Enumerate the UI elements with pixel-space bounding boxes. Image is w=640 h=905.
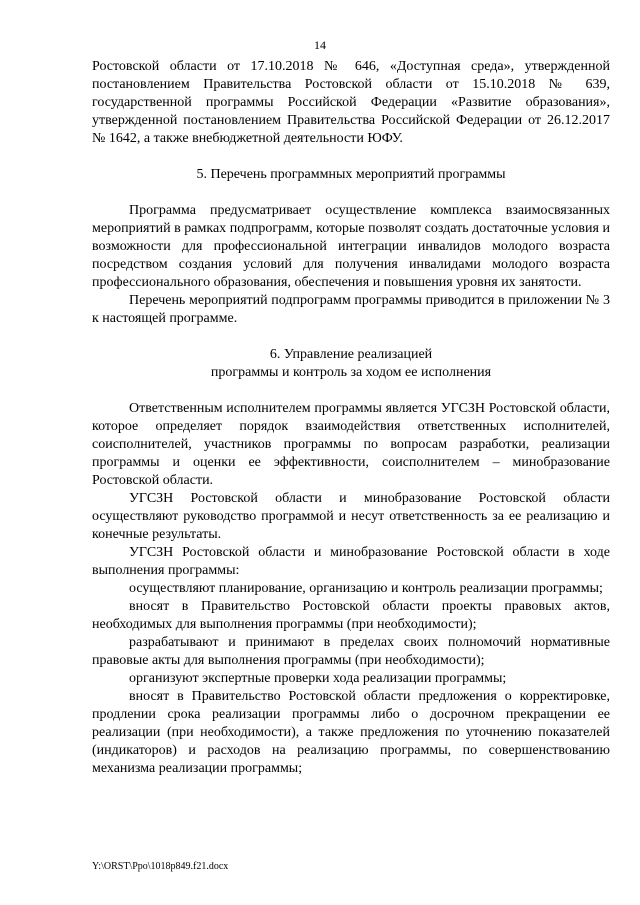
section-5-paragraph: Перечень мероприятий подпрограмм программы приводится в приложении № 3 к настоящей программе. (92, 293, 610, 326)
section-6-heading-line-1: 6. Управление реализацией (269, 347, 433, 362)
section-6-heading-line-2: программы и контроль за ходом ее исполнения (210, 365, 492, 380)
section-6-paragraph: УГСЗН Ростовской области и минобразование Ростовской области осуществляют руководство программой и несут ответственность за ее реализацию и конечные результаты. (92, 491, 610, 542)
section-6-heading (92, 346, 610, 382)
section-6-list-item: осуществляют планирование, организацию и контроль реализации программы; (129, 581, 603, 596)
section-6-paragraph: Ответственным исполнителем программы является УГСЗН Ростовской области, которое определяет порядок взаимодействия ответственных исполнителей, соисполнителей, участников программы по вопросам разработки, реализации программы и оценки ее эффективности, соисполнителем – минобразование Ростовской области. (92, 401, 610, 488)
section-5-heading: 5. Перечень программных мероприятий программы (196, 167, 506, 182)
section-6-list-item: вносят в Правительство Ростовской области проекты правовых актов, необходимых для выполнения программы (при необходимости); (92, 599, 610, 632)
page-number: 14 (314, 38, 326, 52)
section-6-list-item: организуют экспертные проверки хода реализации программы; (129, 671, 507, 686)
footer-file-path: Y:\ORST\Ppo\1018p849.f21.docx (92, 861, 229, 872)
section-6-list-item: вносят в Правительство Ростовской области предложения о корректировке, продлении срока реализации программы либо о досрочном прекращении ее реализации (при необходимости), а также предложения по уточнению показателей (индикаторов) и расходов на реализацию программы, по совершенствованию механизма реализации программы; (92, 689, 610, 776)
section-6-paragraph: УГСЗН Ростовской области и минобразование Ростовской области в ходе выполнения программы: (92, 545, 610, 578)
section-5-paragraph: Программа предусматривает осуществление комплекса взаимосвязанных мероприятий в рамках подпрограмм, которые позволят создать достаточные условия и возможности для профессиональной интеграции инвалидов молодого возраста посредством создания условий для получения инвалидами молодого возраста профессионального образования, обеспечения и повышения уровня их занятости. (92, 203, 610, 290)
intro-paragraph: Ростовской области от 17.10.2018 № 646, «Доступная среда», утвержденной постановлением Правительства Ростовской области от 15.10.2018 № 639, государственной программы Российской Федерации «Развитие образования», утвержденной постановлением Правительства Российской Федерации от 26.12.2017 № 1642, а также внебюджетной деятельности ЮФУ. (92, 59, 610, 146)
section-6-list-item: разрабатывают и принимают в пределах своих полномочий нормативные правовые акты для выполнения программы (при необходимости); (92, 635, 610, 668)
document-body (92, 58, 610, 778)
